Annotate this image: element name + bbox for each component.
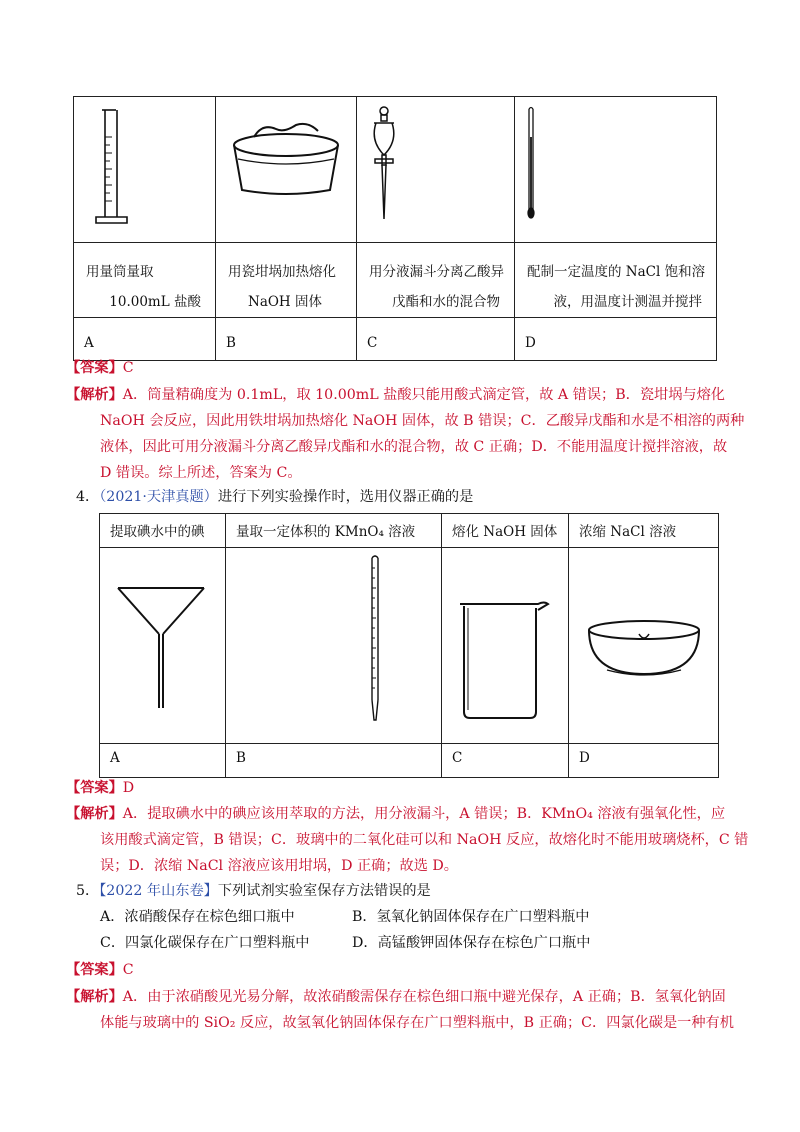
graduated-cylinder-cell xyxy=(74,97,216,243)
analysis-line: A．由于浓硝酸见光易分解，故浓硝酸需保存在棕色细口瓶中避光保存，A 正确；B．氢氧化钠固 xyxy=(122,989,726,1005)
separatory-funnel-icon xyxy=(357,97,515,242)
option-letter: A xyxy=(110,750,120,766)
evaporating-dish-icon xyxy=(569,548,719,743)
q5-choice-a[interactable]: A．浓硝酸保存在棕色细口瓶中 xyxy=(100,909,295,925)
q3-option-a xyxy=(74,318,216,361)
answer-value: C xyxy=(122,962,134,978)
question-number: 4． xyxy=(76,489,100,505)
separatory-funnel-cell xyxy=(357,97,515,243)
answer-value: D xyxy=(122,780,135,796)
header-text: 量取一定体积的 KMnO₄ 溶液 xyxy=(236,524,416,540)
option-letter: A xyxy=(84,335,94,351)
option-letter: D xyxy=(525,335,536,351)
question-number: 5． xyxy=(76,883,100,899)
analysis-tag: 【解析】 xyxy=(66,806,123,822)
header-text: 浓缩 NaCl 溶液 xyxy=(579,524,677,540)
option-letter: D xyxy=(579,750,590,766)
option-letter: B xyxy=(236,750,246,766)
thermometer-cell xyxy=(515,97,717,243)
question-source: （2021·天津真题） xyxy=(99,489,218,505)
option-letter: B xyxy=(226,335,236,351)
analysis-line: D 错误。综上所述，答案为 C。 xyxy=(100,465,302,481)
analysis-line: NaOH 会反应，因此用铁坩埚加热熔化 NaOH 固体，故 B 错误；C．乙酸异戊酯和水是不相溶的两种 xyxy=(100,413,745,429)
q4-option-a xyxy=(100,744,226,778)
graduated-cylinder-icon xyxy=(74,97,214,242)
label-text: NaOH 固体 xyxy=(248,294,322,310)
thermometer-icon xyxy=(515,97,715,242)
pipette-cell xyxy=(226,548,442,744)
answer-tag: 【答案】 xyxy=(66,360,123,376)
q3-label-d xyxy=(515,243,717,318)
analysis-line: 该用酸式滴定管，B 错误；C．玻璃中的二氧化硅可以和 NaOH 反应，故熔化时不能用玻璃烧杯，C 错 xyxy=(100,832,749,848)
analysis-line: 误；D．浓缩 NaCl 溶液应该用坩埚，D 正确；故选 D。 xyxy=(100,858,458,874)
crucible-icon xyxy=(216,97,356,242)
q3-option-c xyxy=(357,318,515,361)
evaporating-dish-cell xyxy=(569,548,719,744)
q4-header-b xyxy=(226,514,442,548)
label-text: 戊酯和水的混合物 xyxy=(392,294,500,310)
q4-option-c xyxy=(442,744,569,778)
analysis-tag: 【解析】 xyxy=(66,989,123,1005)
label-text: 10.00mL 盐酸 xyxy=(109,294,201,310)
q3-table xyxy=(73,96,717,361)
label-text: 用分液漏斗分离乙酸异 xyxy=(369,264,504,280)
analysis-line: 液体，因此可用分液漏斗分离乙酸异戊酯和水的混合物，故 C 正确；D．不能用温度计搅拌溶液，故 xyxy=(100,439,728,455)
beaker-icon xyxy=(442,548,568,743)
analysis-line: 体能与玻璃中的 SiO₂ 反应，故氢氧化钠固体保存在广口塑料瓶中，B 正确；C．四氯化碳是一种有机 xyxy=(100,1015,734,1031)
q3-option-d xyxy=(515,318,717,361)
funnel-icon xyxy=(100,548,225,743)
answer-tag: 【答案】 xyxy=(66,962,123,978)
crucible-cell xyxy=(216,97,357,243)
q5-choice-c[interactable]: C．四氯化碳保存在广口塑料瓶中 xyxy=(100,935,310,951)
q3-option-b xyxy=(216,318,357,361)
q5-stem xyxy=(76,879,431,903)
answer-value: C xyxy=(122,360,134,376)
beaker-cell xyxy=(442,548,569,744)
funnel-cell xyxy=(100,548,226,744)
analysis-line: A．筒量精确度为 0.1mL，取 10.00mL 盐酸只能用酸式滴定管，故 A 错误；B．瓷坩埚与熔化 xyxy=(122,387,725,403)
question-text: 进行下列实验操作时，选用仪器正确的是 xyxy=(217,489,474,505)
q4-stem xyxy=(76,485,473,509)
q4-header-d xyxy=(569,514,719,548)
q3-label-c xyxy=(357,243,515,318)
q4-option-d xyxy=(569,744,719,778)
label-text: 配制一定温度的 NaCl 饱和溶 xyxy=(527,264,706,280)
q4-table xyxy=(99,513,719,778)
option-letter: C xyxy=(452,750,463,766)
q4-header-c xyxy=(442,514,569,548)
q4-option-b xyxy=(226,744,442,778)
header-text: 熔化 NaOH 固体 xyxy=(452,524,558,540)
pipette-icon xyxy=(226,548,441,743)
q3-label-b xyxy=(216,243,357,318)
label-text: 液，用温度计测温并搅拌 xyxy=(553,294,702,310)
analysis-line: A．提取碘水中的碘应该用萃取的方法，用分液漏斗，A 错误；B．KMnO₄ 溶液有强氧化性，应 xyxy=(122,806,726,822)
q3-label-a xyxy=(74,243,216,318)
answer-tag: 【答案】 xyxy=(66,780,123,796)
label-text: 用瓷坩埚加热熔化 xyxy=(228,264,336,280)
label-text: 用量筒量取 xyxy=(86,264,154,280)
analysis-tag: 【解析】 xyxy=(66,387,123,403)
q5-choice-b[interactable]: B．氢氧化钠固体保存在广口塑料瓶中 xyxy=(352,909,590,925)
question-source: 【2022 年山东卷】 xyxy=(99,883,218,899)
option-letter: C xyxy=(367,335,378,351)
header-text: 提取碘水中的碘 xyxy=(110,524,205,540)
q4-header-a xyxy=(100,514,226,548)
q5-choice-d[interactable]: D．高锰酸钾固体保存在棕色广口瓶中 xyxy=(352,935,591,951)
question-text: 下列试剂实验室保存方法错误的是 xyxy=(217,883,431,899)
